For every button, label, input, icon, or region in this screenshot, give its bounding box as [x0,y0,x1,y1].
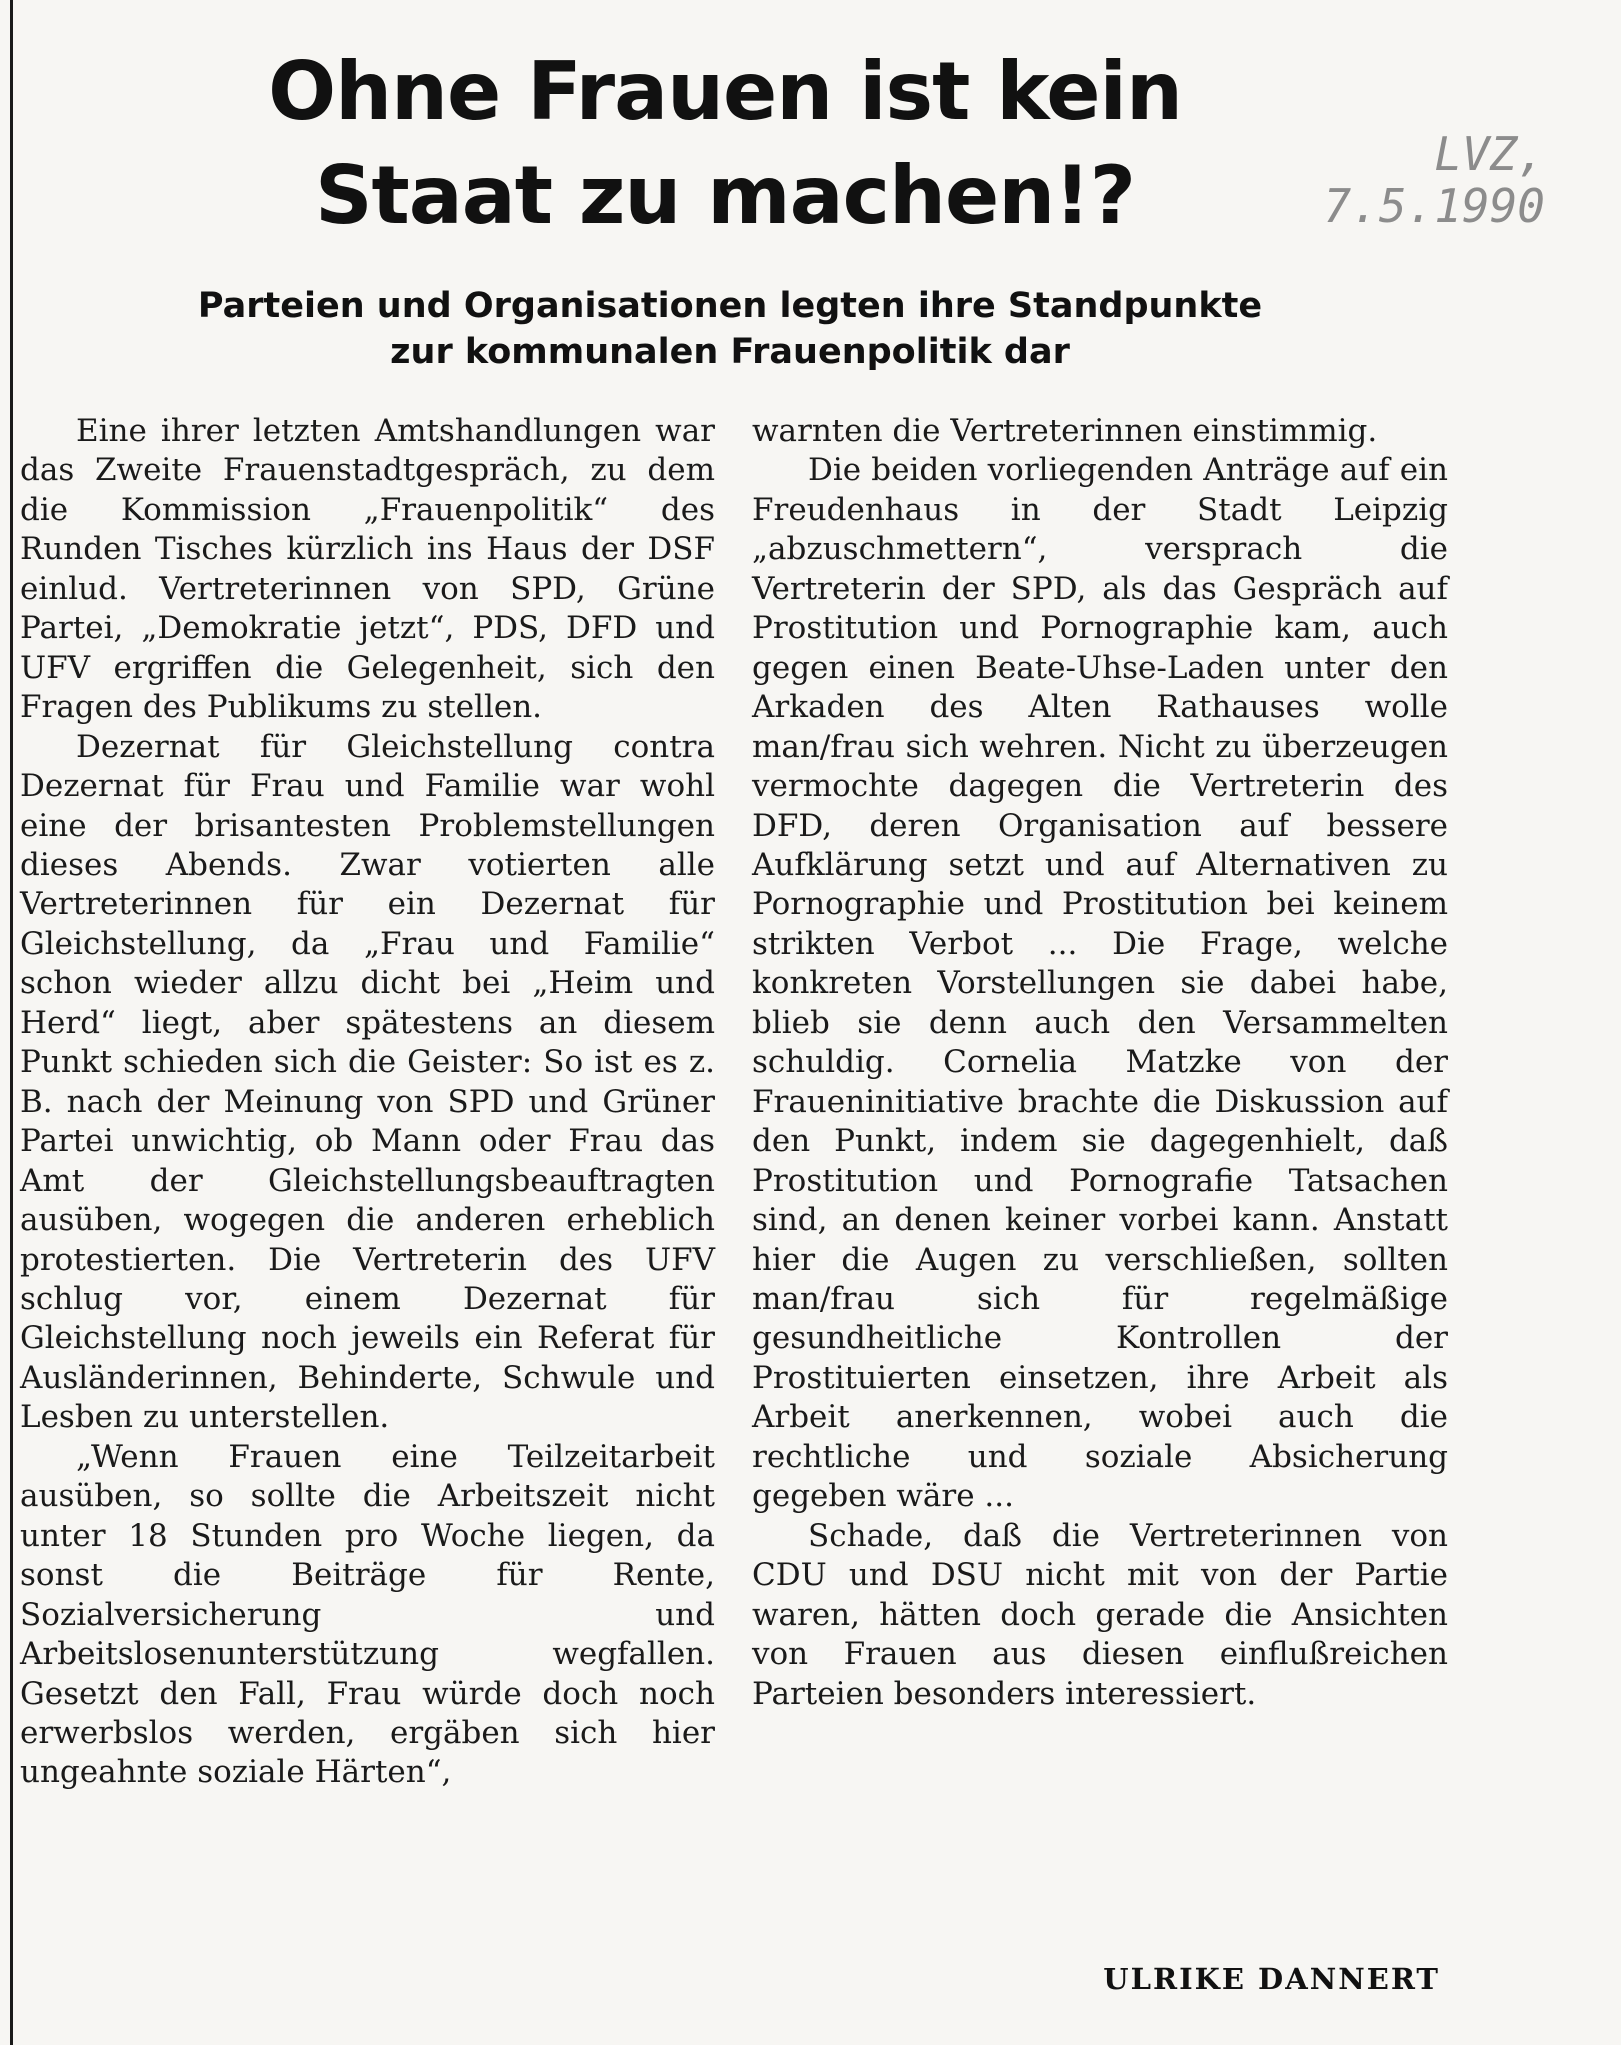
headline [150,40,1300,248]
author-byline: ULRIKE DANNERT [1103,1962,1440,1996]
subheadline-line-1: Parteien und Organisationen legten ihre Standpunkte [197,286,1263,326]
paragraph: „Wenn Frauen eine Teilzeitarbeit ausüben, so sollte die Arbeitszeit nicht unter 18 Stunden pro Woche liegen, da sonst die Beiträge für Rente, Sozialversicherung und Arbeitslosenunterstützung wegfallen. Gesetzt den Fall, Frau würde doch noch erwerbslos werden, ergäben sich hier ungeahnte soziale Härten“, [20,1438,715,1791]
headline-line-1: Ohne Frauen ist kein [268,45,1182,138]
article-column-left [20,412,715,1793]
paragraph: Dezernat für Gleichstellung contra Dezernat für Frau und Familie war wohl eine der brisantesten Problemstellungen dieses Abends. Zwar votierten alle Vertreterinnen für ein Dezernat für Gleichstellung, da „Frau und Familie“ schon wieder allzu dicht bei „Heim und Herd“ liegt, aber spätestens an diesem Punkt schieden sich die Geister: So ist es z. B. nach der Meinung von SPD und Grüner Partei unwichtig, ob Mann oder Frau das Amt der Gleichstellungsbeauftragten ausüben, wogegen die anderen erheblich protestierten. Die Vertreterin des UFV schlug vor, einem Dezernat für Gleichstellung noch jeweils ein Referat für Ausländerinnen, Behinderte, Schwule und Lesben zu unterstellen. [20,728,715,1436]
handwritten-source-note [1285,128,1545,232]
paragraph: Schade, daß die Vertreterinnen von CDU und DSU nicht mit von der Partie waren, hätten doch gerade die Ansichten von Frauen aus diesen einflußreichen Parteien besonders interessiert. [752,1517,1448,1712]
paragraph: Die beiden vorliegenden Anträge auf ein Freudenhaus in der Stadt Leipzig „abzuschmettern“, versprach die Vertreterin der SPD, als das Gespräch auf Prostitution und Pornographie kam, auch gegen einen Beate-Uhse-Laden unter den Arkaden des Alten Rathauses wolle man/frau sich wehren. Nicht zu überzeugen vermochte dagegen die Vertreterin des DFD, deren Organisation auf bessere Aufklärung setzt und auf Alternativen zu Pornographie und Prostitution bei keinem strikten Verbot ... Die Frage, welche konkreten Vorstellungen sie dabei habe, blieb sie denn auch den Versammelten schuldig. Cornelia Matzke von der Fraueninitiative brachte die Diskussion auf den Punkt, indem sie dagegenhielt, daß Prostitution und Pornografie Tatsachen sind, an denen keiner vorbei kann. Anstatt hier die Augen zu verschließen, sollten man/frau sich für regelmäßige gesundheitliche Kontrollen der Prostituierten einsetzen, ihre Arbeit als Arbeit anerkennen, wobei auch die rechtliche und soziale Absicherung gegeben wäre ... [752,452,1448,1515]
paragraph-continuation: warnten die Vertreterinnen einstimmig. [752,413,1378,449]
article-column-right [752,412,1448,1714]
subheadline-line-2: zur kommunalen Frauenpolitik dar [390,332,1070,372]
source-note-date: 7.5.1990 [1323,179,1545,233]
source-note-publication: LVZ, [1434,127,1545,181]
subheadline [120,283,1340,375]
headline-line-2: Staat zu machen!? [314,149,1136,242]
clipping-edge-line [10,0,13,2045]
paragraph: Eine ihrer letzten Amtshandlungen war das Zweite Frauenstadtgespräch, zu dem die Kommission „Frauenpolitik“ des Runden Tisches kürzlich ins Haus der DSF einlud. Vertreterinnen von SPD, Grüne Partei, „Demokratie jetzt“, PDS, DFD und UFV ergriffen die Gelegenheit, sich den Fragen des Publikums zu stellen. [20,413,715,726]
